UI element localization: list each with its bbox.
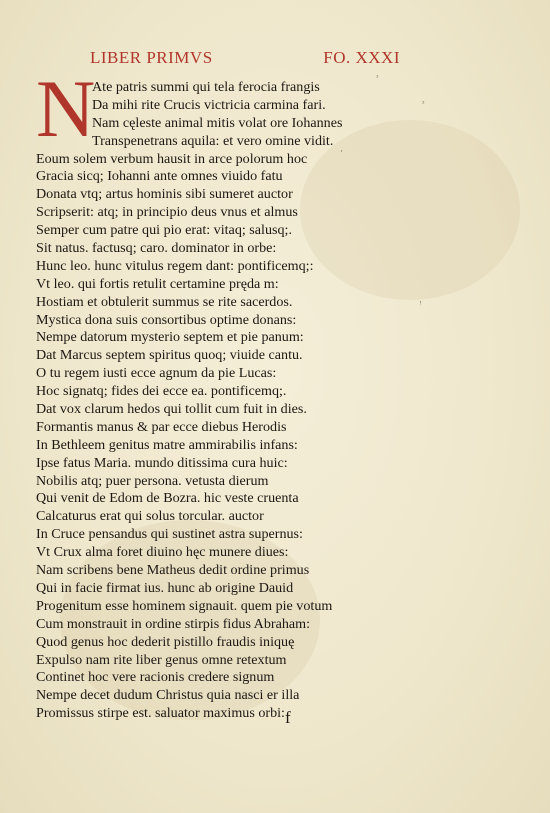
verse-line: Transpenetrans aquila: et vero omine vidit. (92, 132, 334, 149)
verse-line: Gracia sicq; Iohanni ante omnes viuido fatu (36, 168, 283, 185)
running-header (90, 48, 400, 68)
verse-line: Ipse fatus Maria. mundo ditissima cura huic: (36, 454, 288, 471)
verse-line: Donata vtq; artus hominis sibi sumeret auctor (36, 186, 293, 203)
verse-line: Sit natus. factusq; caro. dominator in orbe: (36, 240, 277, 257)
verse-block (36, 79, 406, 723)
verse-line: Hoc signatq; fides dei ecce ea. pontificemq;. (36, 383, 287, 400)
verse-line: Mystica dona suis consortibus optime donans: (36, 311, 297, 328)
verse-line: Calcaturus erat qui solus torcular. auctor (36, 508, 264, 525)
verse-line: Promissus stirpe est. saluator maximus orbi: (36, 705, 285, 722)
verse-line: Eoum solem verbum hausit in arce polorum hoc (36, 150, 308, 167)
verse-line: Dat Marcus septem spiritus quoq; viuide cantu. (36, 347, 303, 364)
verse-line: Expulso nam rite liber genus omne retextum (36, 651, 287, 668)
verse-line: Cum monstrauit in ordine stirpis fidus Abraham: (36, 615, 311, 632)
verse-line: In Cruce pensandus qui sustinet astra supernus: (36, 526, 303, 543)
folio-number: FO. XXXI (323, 48, 400, 67)
verse-line: Nobilis atq; puer persona. vetusta dierum (36, 472, 269, 489)
margin-mark: ᵓ (422, 98, 425, 108)
verse-line: Quod genus hoc dederit pistillo fraudis iniquę (36, 633, 295, 650)
decorated-initial: N (36, 63, 96, 154)
verse-line: In Bethleem genitus matre ammirabilis infans: (36, 436, 298, 453)
verse-line: Nempe datorum mysterio septem et pie panum: (36, 329, 304, 346)
margin-mark: · (340, 146, 343, 156)
verse-line: Ate patris summi qui tela ferocia frangis (92, 79, 320, 95)
signature-mark: f (285, 708, 291, 727)
verse-line: Hostiam et obtulerit summus se rite sacerdos. (36, 293, 293, 310)
margin-mark: ᵎ (420, 298, 422, 308)
verse-line: Scripserit: atq; in principio deus vnus et almus (36, 204, 298, 221)
verse-line: Semper cum patre qui pio erat: vitaq; salusq;. (36, 222, 292, 239)
verse-line: Da mihi rite Crucis victricia carmina fari. (92, 96, 326, 113)
book-title: LIBER PRIMVS (90, 48, 213, 67)
verse-line: Dat vox clarum hedos qui tollit cum fuit in dies. (36, 401, 307, 418)
verse-line: Hunc leo. hunc vitulus regem dant: pontificemq;: (36, 257, 314, 274)
margin-mark: ᵓ (376, 72, 379, 82)
verse-line: Progenitum esse hominem signauit. quem pie votum (36, 597, 333, 614)
verse-line: Qui venit de Edom de Bozra. hic veste cruenta (36, 490, 299, 507)
verse-line: Qui in facie firmat ius. hunc ab origine Dauid (36, 579, 294, 596)
verse-line: Vt leo. qui fortis retulit certamine pręda m: (36, 275, 279, 292)
verse-line: O tu regem iusti ecce agnum da pie Lucas: (36, 365, 277, 382)
verse-line: Continet hoc vere racionis credere signum (36, 669, 275, 686)
verse-line: Vt Crux alma foret diuino hęc munere diues: (36, 544, 289, 561)
verse-line: Nam scribens bene Matheus dedit ordine primus (36, 562, 310, 579)
verse-line: Nam cęleste animal mitis volat ore Iohannes (92, 114, 343, 131)
verse-line: Nempe decet dudum Christus quia nasci er illa (36, 687, 300, 704)
verse-line: Formantis manus & par ecce diebus Herodis (36, 418, 287, 435)
